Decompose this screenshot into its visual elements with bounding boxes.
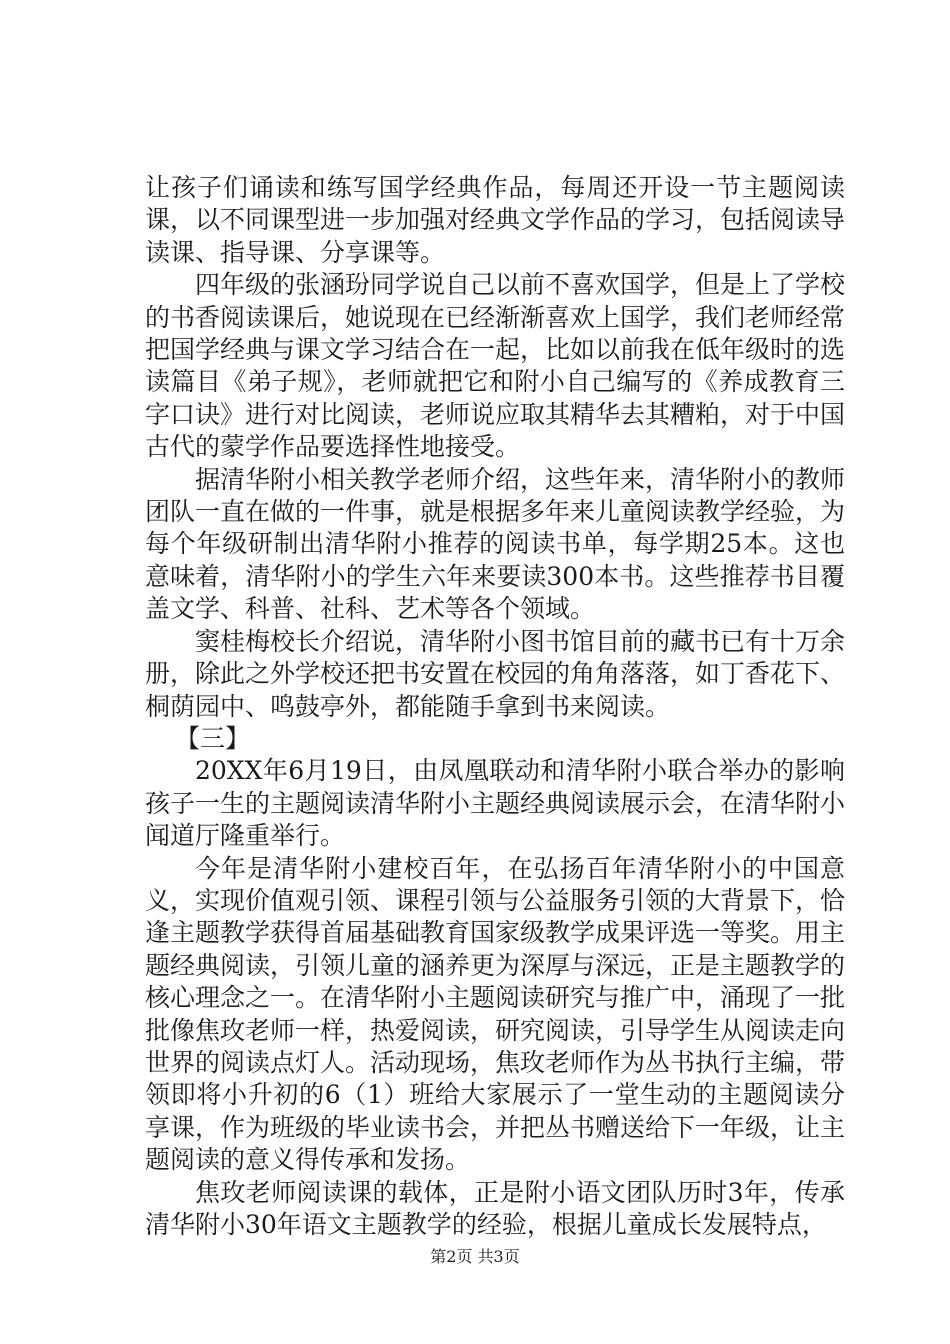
document-body <box>145 172 845 1241</box>
page-footer: 第2页 共3页 <box>430 1247 520 1266</box>
section-paragraph-2: 今年是清华附小建校百年，在弘扬百年清华附小的中国意义，实现价值观引领、课程引领与公益服务引领的大背景下，恰逢主题教学获得首届基础教育国家级教学成果评选一等奖。用主题经典阅读，引领儿童的涵养更为深厚与深远，正是主题教学的核心理念之一。在清华附小主题阅读研究与推广中，涌现了一批批像焦玫老师一样，热爱阅读，研究阅读，引导学生从阅读走向世界的阅读点灯人。活动现场，焦玫老师作为丛书执行主编，带领即将小升初的6（1）班给大家展示了一堂生动的主题阅读分享课，作为班级的毕业读书会，并把丛书赠送给下一年级，让主题阅读的意义得传承和发扬。 <box>145 853 846 1175</box>
paragraph-1: 让孩子们诵读和练写国学经典作品，每周还开设一节主题阅读课，以不同课型进一步加强对经典文学作品的学习，包括阅读导读课、指导课、分享课等。 <box>145 173 846 267</box>
paragraph-4: 窦桂梅校长介绍说，清华附小图书馆目前的藏书已有十万余册，除此之外学校还把书安置在校园的角角落落，如丁香花下、桐荫园中、鸣鼓亭外，都能随手拿到书来阅读。 <box>145 626 846 721</box>
section-paragraph-1: 20XX年6月19日，由凤凰联动和清华附小联合举办的影响孩子一生的主题阅读清华附小主题经典阅读展示会，在清华附小闻道厅隆重举行。 <box>145 756 846 851</box>
paragraph-3: 据清华附小相关教学老师介绍，这些年来，清华附小的教师团队一直在做的一件事，就是根据多年来儿童阅读教学经验，为每个年级研制出清华附小推荐的阅读书单，每学期25本。这也意味着，清华附小的学生六年来要读300本书。这些推荐书目覆盖文学、科普、社科、艺术等各个领域。 <box>145 464 846 624</box>
section-paragraph-3: 焦玫老师阅读课的载体，正是附小语文团队历时3年，传承清华附小30年语文主题教学的经验，根据儿童成长发展特点， <box>145 1177 845 1239</box>
section-title: 【三】 <box>175 723 251 753</box>
paragraph-2: 四年级的张涵玢同学说自己以前不喜欢国学，但是上了学校的书香阅读课后，她说现在已经渐渐喜欢上国学，我们老师经常把国学经典与课文学习结合在一起，比如以前我在低年级时的选读篇目《弟子规》，老师就把它和附小自己编写的《养成教育三字口诀》进行对比阅读，老师说应取其精华去其糟粕，对于中国古代的蒙学作品要选择性地接受。 <box>145 270 846 462</box>
